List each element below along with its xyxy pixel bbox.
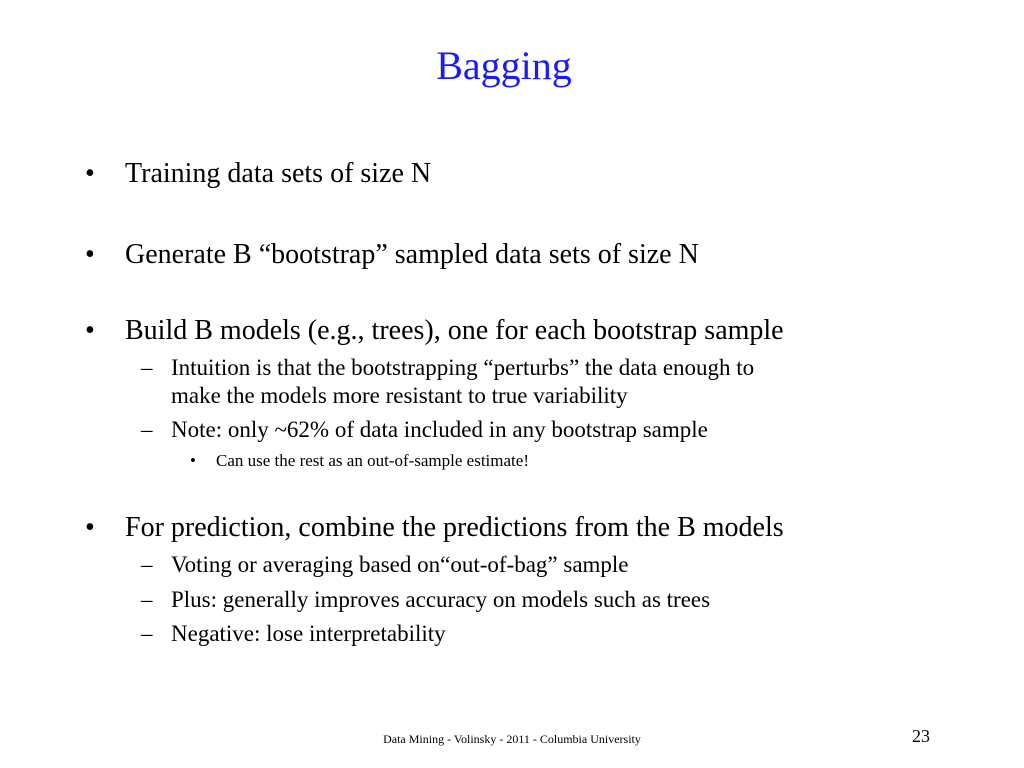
slide-footer: Data Mining - Volinsky - 2011 - Columbia University <box>383 732 641 746</box>
bullet-text: Build B models (e.g., trees), one for each bootstrap sample <box>125 315 784 346</box>
bullet-item <box>85 239 699 271</box>
slide-title: Bagging <box>436 43 572 88</box>
bullet-text: Generate B “bootstrap” sampled data sets of size N <box>125 239 699 270</box>
page-number: 23 <box>912 726 930 746</box>
bullet-marker: • <box>85 315 95 346</box>
sub-bullet-text: Plus: generally improves accuracy on models such as trees <box>171 587 711 612</box>
dash-marker: – <box>141 417 153 442</box>
sub-bullet-text: Voting or averaging based on“out-of-bag” sample <box>171 552 629 577</box>
bullet-item <box>85 512 784 544</box>
sub-bullet-text: Intuition is that the bootstrapping “perturbs” the data enough to <box>171 355 755 380</box>
dash-marker: – <box>141 355 153 380</box>
sub-bullet-text: Note: only ~62% of data included in any bootstrap sample <box>171 417 708 442</box>
dash-marker: – <box>141 552 153 577</box>
sub-bullet-text: make the models more resistant to true variability <box>171 383 628 408</box>
bullet-item <box>85 315 784 347</box>
dash-marker: – <box>141 587 153 612</box>
bullet-text: Training data sets of size N <box>125 158 432 189</box>
sub-sub-bullet-item <box>190 450 529 472</box>
bullet-item <box>85 158 431 190</box>
bullet-text: For prediction, combine the predictions from the B models <box>125 512 784 543</box>
bullet-marker: • <box>190 451 196 470</box>
dash-marker: – <box>141 621 153 646</box>
bullet-marker: • <box>85 158 95 189</box>
sub-bullet-text: Negative: lose interpretability <box>171 621 446 646</box>
bullet-marker: • <box>85 239 95 270</box>
sub-sub-bullet-text: Can use the rest as an out-of-sample estimate! <box>216 451 529 470</box>
bullet-marker: • <box>85 512 95 543</box>
